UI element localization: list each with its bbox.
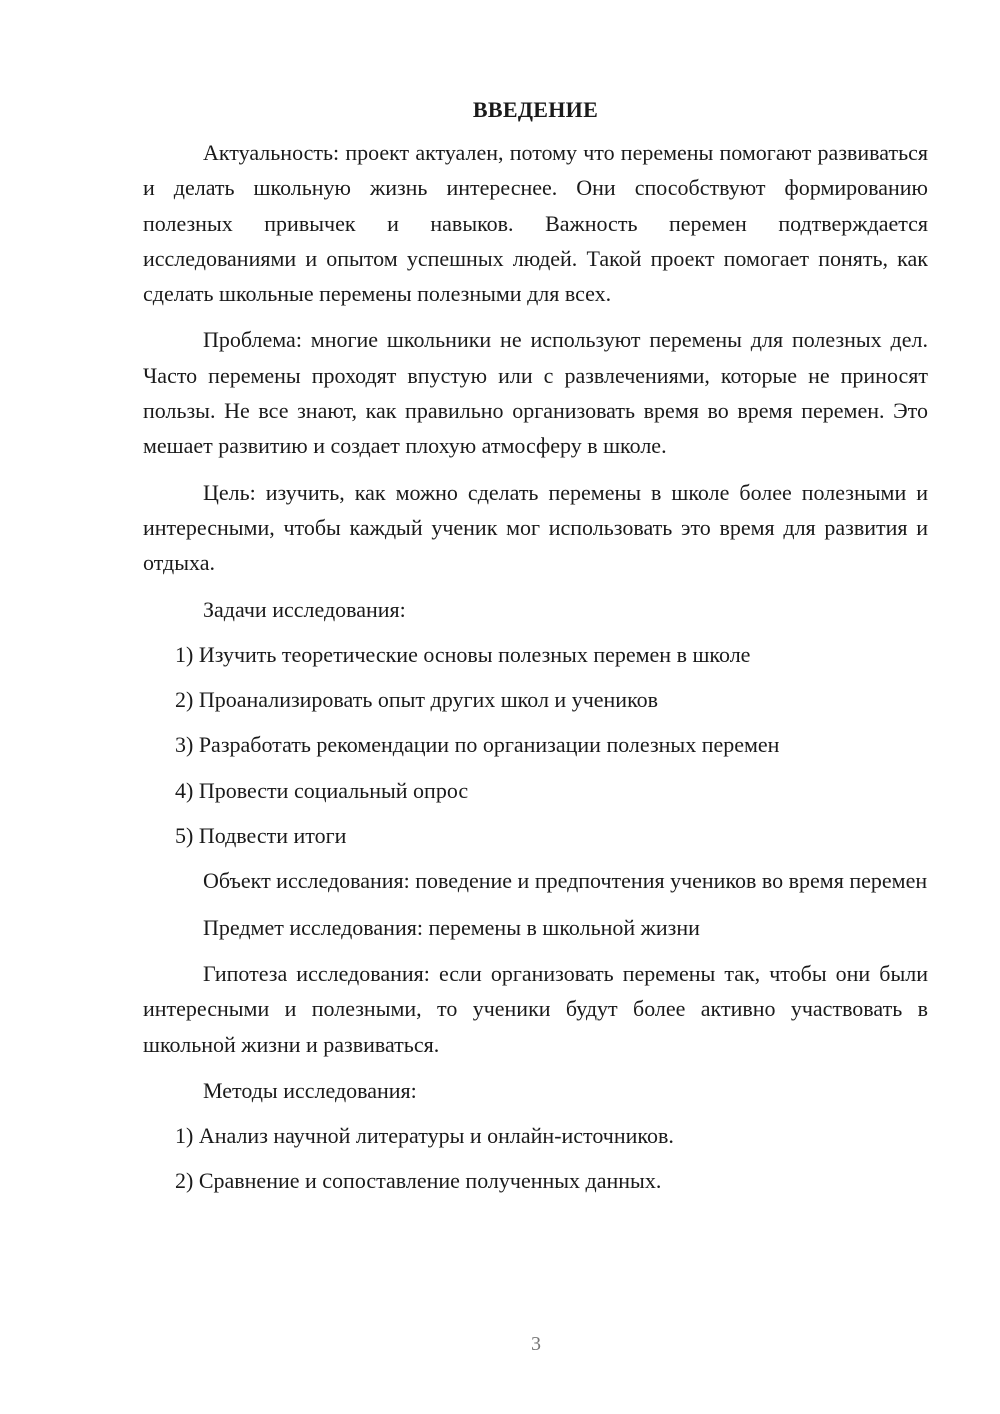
tasks-title: Задачи исследования: [203, 596, 406, 622]
list-item: 4) Провести социальный опрос [175, 777, 469, 803]
hypothesis-paragraph: Гипотеза исследования: если организовать перемены так, чтобы они были интересными и полезными, то ученики будут более активно участвовать в школьной жизни и развиваться. [143, 960, 928, 1057]
list-item: 5) Подвести итоги [175, 823, 347, 849]
page-number: 3 [531, 1333, 541, 1355]
subject-paragraph: Предмет исследования: перемены в школьной жизни [203, 914, 700, 940]
list-item: 3) Разработать рекомендации по организации полезных перемен [175, 732, 780, 758]
list-item: 2) Сравнение и сопоставление полученных данных. [175, 1168, 662, 1194]
list-item: 2) Проанализировать опыт других школ и учеников [175, 687, 659, 713]
tasks-list [143, 637, 928, 853]
list-item: 1) Изучить теоретические основы полезных перемен в школе [175, 641, 751, 667]
goal-paragraph: Цель: изучить, как можно сделать перемены в школе более полезными и интересными, чтобы каждый ученик мог использовать это время для развития и отдыха. [143, 479, 928, 576]
methods-list [143, 1118, 928, 1199]
methods-title: Методы исследования: [203, 1077, 417, 1103]
page-content [143, 92, 928, 1209]
problem-paragraph: Проблема: многие школьники не используют перемены для полезных дел. Часто перемены проходят впустую или с развлечениями, которые не приносят пользы. Не все знают, как правильно организовать время во время перемен. Это мешает развитию и создает плохую атмосферу в школе. [143, 327, 928, 459]
relevance-paragraph: Актуальность: проект актуален, потому что перемены помогают развиваться и делать школьную жизнь интереснее. Они способствуют формированию полезных привычек и навыков. Важность перемен подтверждается исследованиями и опытом успешных людей. Такой проект помогает понять, как сделать школьные перемены полезными для всех. [143, 140, 928, 307]
object-paragraph: Объект исследования: поведение и предпочтения учеников во время перемен [203, 868, 928, 894]
section-heading: ВВЕДЕНИЕ [472, 97, 599, 122]
list-item: 1) Анализ научной литературы и онлайн-источников. [175, 1123, 674, 1149]
